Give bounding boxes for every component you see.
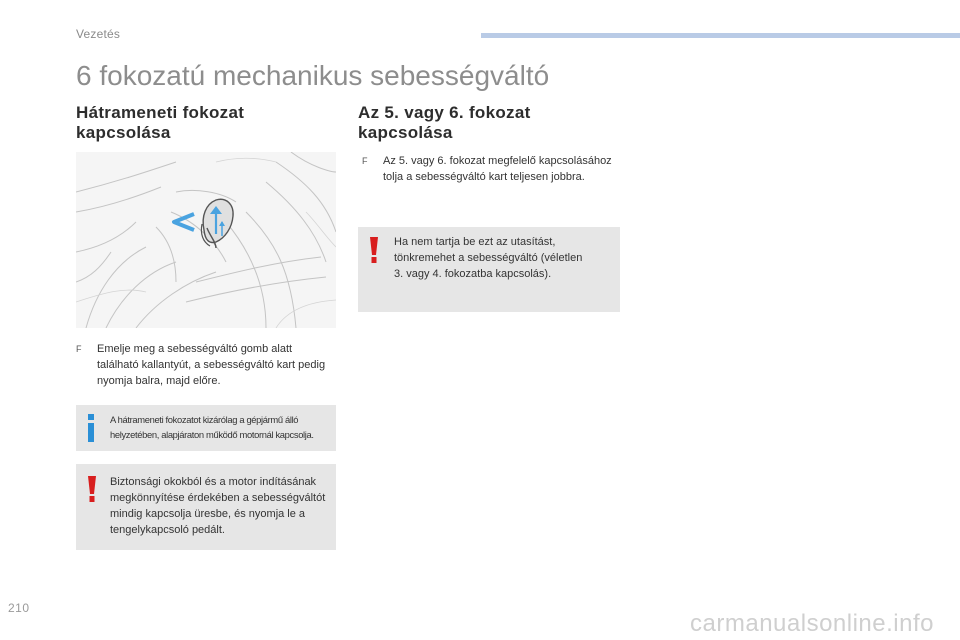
info-note-line-2: helyzetében, alapjáraton működő motornál kapcsolja. [110,429,314,440]
warning-note-left [76,464,336,550]
info-icon [85,414,97,442]
instruction-5th-6th-gear [362,153,620,203]
heading-line-1: Hátrameneti fokozat [76,103,245,122]
gear-lever-illustration-icon [76,152,336,328]
instruction-text: Az 5. vagy 6. fokozat megfelelő kapcsolásához tolja a sebességváltó kart teljesen jobbra. [383,155,612,183]
bullet-marker: F [76,344,82,354]
section-label: Vezetés [76,27,121,41]
watermark: carmanualsonline.info [690,610,934,637]
heading-line-2: kapcsolása [76,123,171,142]
gear-lever-photo [76,152,336,328]
warning-note-text: Biztonsági okokból és a motor indításának megkönnyítése érdekében a sebességváltót mindig kapcsolja üresbe, és nyomja le a tengelykapcsoló pedált. [110,476,326,536]
warning-icon [369,237,379,263]
page-number: 210 [8,601,30,615]
warning-icon [87,476,97,502]
warning-note-text: Ha nem tartja be ezt az utasítást, tönkremehet a sebességváltó (véletlen 3. vagy 4. fokozatba kapcsolás). [394,236,583,280]
info-note [76,405,336,451]
instruction-text: Emelje meg a sebességváltó gomb alatt található kallantyút, a sebességváltó kart pedig nyomja balra, majd előre. [97,343,326,387]
warning-note-right [358,227,620,312]
instruction-reverse-gear [76,341,336,391]
bullet-marker: F [362,156,368,166]
heading-reverse-gear [76,103,326,143]
heading-line-2: kapcsolása [358,123,453,142]
info-note-line-1: A hátrameneti fokozatot kizárólag a gépjármű álló [110,414,299,425]
heading-5th-6th-gear [358,103,618,143]
info-note-text [110,412,330,442]
header-accent-bar [481,33,960,38]
page-title: 6 fokozatú mechanikus sebességváltó [76,60,550,91]
heading-line-1: Az 5. vagy 6. fokozat [358,103,531,122]
